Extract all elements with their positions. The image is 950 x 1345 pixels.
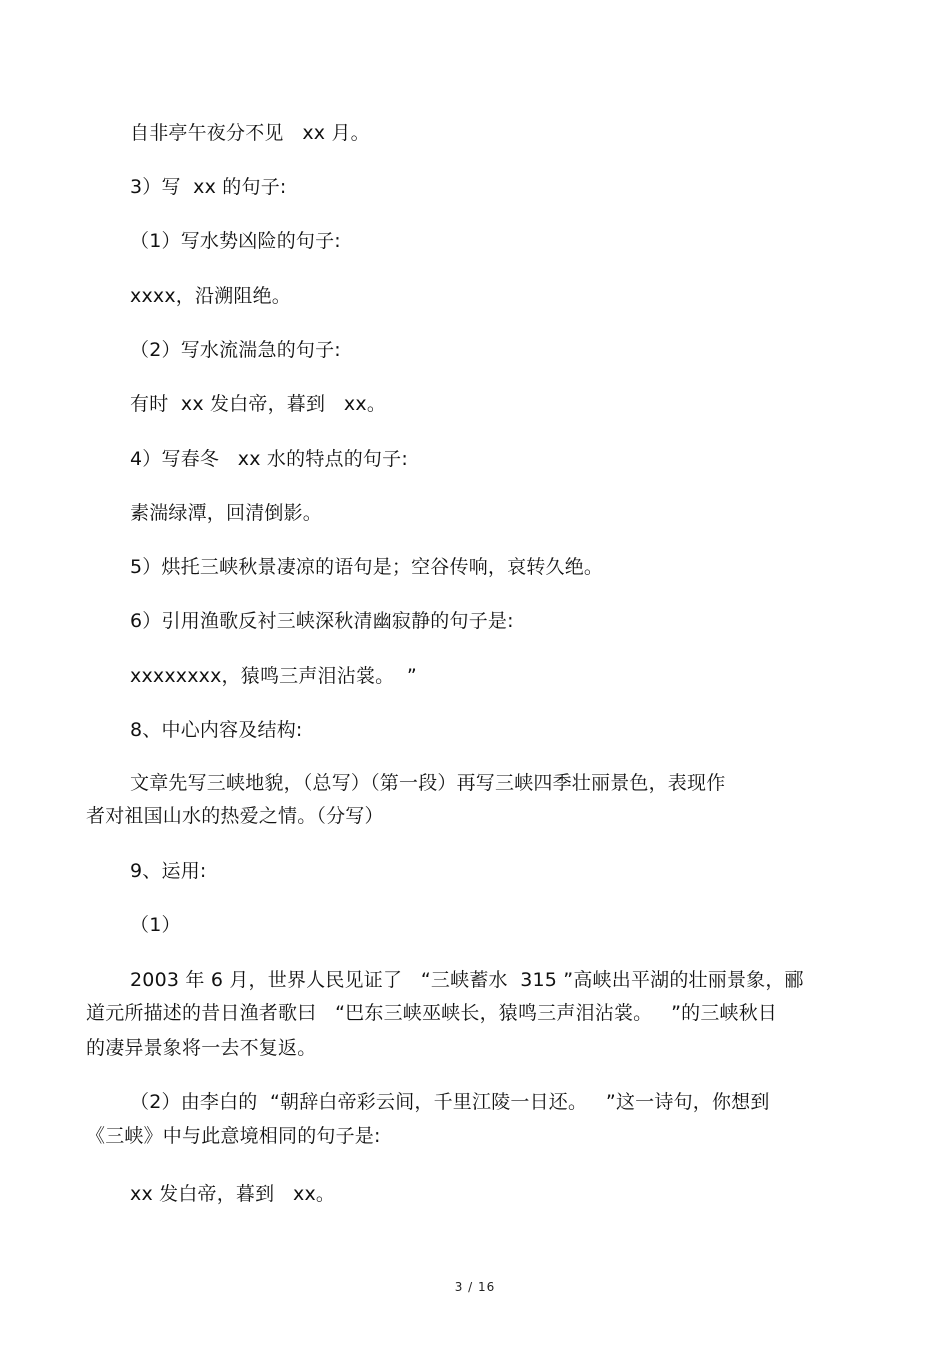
text-line-7: 4）写春冬 xx 水的特点的句子: (130, 448, 408, 470)
text-line-6: 有时 xx 发白帝，暮到 xx。 (130, 393, 387, 415)
text-line-19: 的凄异景象将一去不复返。 (86, 1037, 317, 1059)
text-line-15: 9、运用: (130, 860, 207, 882)
text-line-18: 道元所描述的昔日渔者歌曰 “巴东三峡巫峡长，猿鸣三声泪沾裳。 ”的三峡秋日 (86, 1002, 778, 1024)
text-line-11: xxxxxxxx，猿鸣三声泪沾裳。 ” (130, 665, 417, 687)
text-line-21: 《三峡》中与此意境相同的句子是: (86, 1125, 381, 1147)
page-number: 3 / 16 (454, 1280, 496, 1294)
text-line-20: （2）由李白的 “朝辞白帝彩云间，千里江陵一日还。 ”这一诗句，你想到 (130, 1091, 770, 1113)
text-line-8: 素湍绿潭，回清倒影。 (130, 502, 323, 524)
text-line-12: 8、中心内容及结构: (130, 719, 303, 741)
text-line-9: 5）烘托三峡秋景凄凉的语句是；空谷传响，哀转久绝。 (130, 556, 604, 578)
text-line-17: 2003 年 6 月，世界人民见证了 “三峡蓄水 315 ”高峡出平湖的壮丽景象，郦 (130, 969, 804, 991)
text-line-2: 3）写 xx 的句子: (130, 176, 287, 198)
text-line-1: 自非亭午夜分不见 xx 月。 (130, 122, 370, 144)
text-line-4: xxxx，沿溯阻绝。 (130, 285, 291, 307)
text-line-16: （1） (130, 914, 181, 936)
text-line-10: 6）引用渔歌反衬三峡深秋清幽寂静的句子是: (130, 610, 514, 632)
text-line-13: 文章先写三峡地貌，（总写）（第一段）再写三峡四季壮丽景色，表现作 (130, 772, 726, 794)
text-line-5: （2）写水流湍急的句子: (130, 339, 341, 361)
text-line-14: 者对祖国山水的热爱之情。（分写） (86, 805, 384, 827)
text-line-22: xx 发白帝，暮到 xx。 (130, 1183, 336, 1205)
text-line-3: （1）写水势凶险的句子: (130, 230, 341, 252)
